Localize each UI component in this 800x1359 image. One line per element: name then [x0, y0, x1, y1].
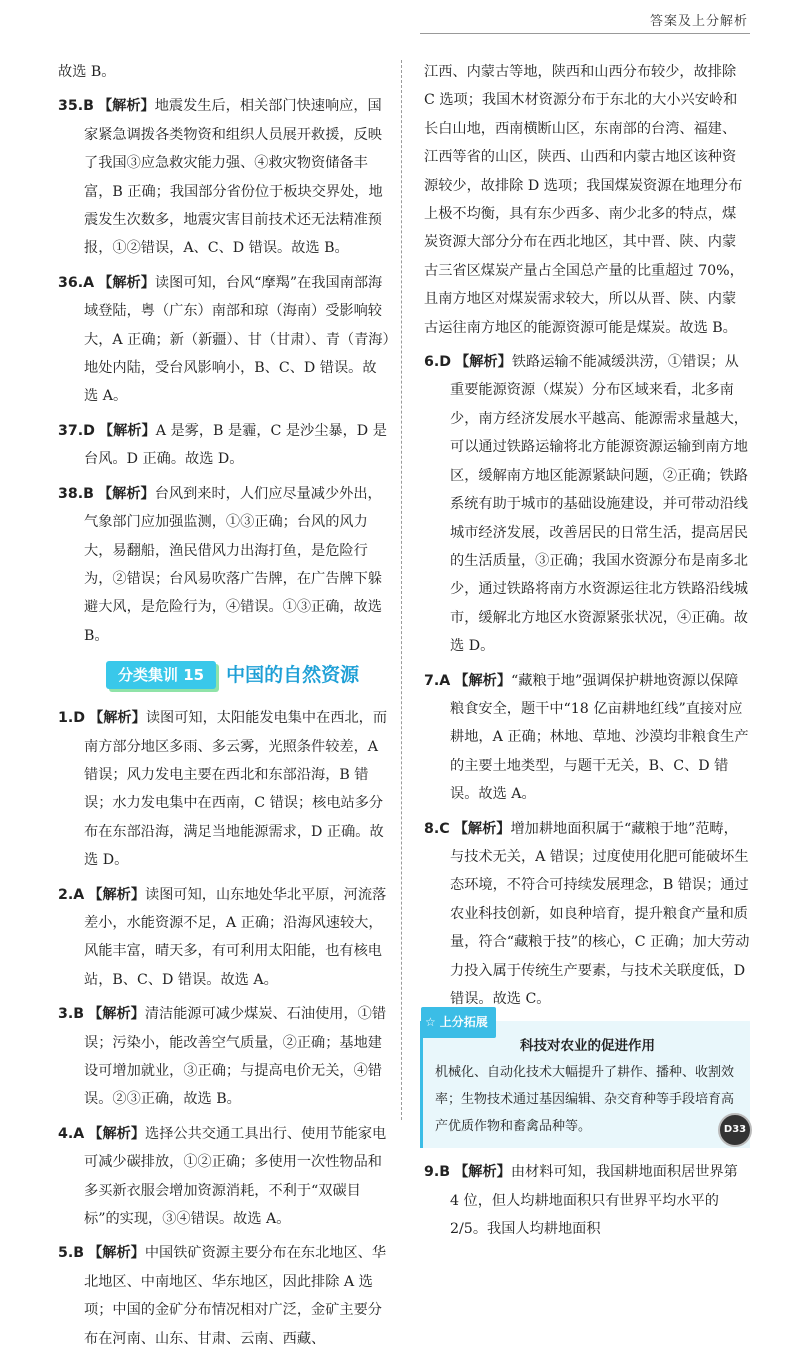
- answer-38: 38.B 【解析】台风到来时，人们应尽量减少外出，气象部门应加强监测，①③正确；台风的风力大，易翻船，渔民借风力出海打鱼，是危险行为，②错误；台风易吹落广告牌，在广告牌下躲避大风，是危险行为，④错误。①③正确，故选 B。: [58, 485, 382, 644]
- answer-3: 3.B 【解析】清洁能源可减少煤炭、石油使用，①错误；污染小，能改善空气质量，②正确；基地建设可增加就业，③正确；与提高电价无关，④错误。②③正确，故选 B。: [58, 1006, 387, 1108]
- extend-box: [420, 1015, 750, 1148]
- section-title: 中国的自然资源: [226, 663, 360, 686]
- answer-8: 8.C 【解析】增加耕地面积属于“藏粮于地”范畴，与技术无关，A 错误；过度使用化肥可能破坏生态环境，不符合可持续发展理念，B 错误；通过农业科技创新，如良种培育，提升粮食产量和质量，符合“藏粮于技”的核心，C 正确；加大劳动力投入属于传统生产要素，与技术关联度低，D 错误。故选 C。: [424, 820, 750, 1007]
- answer-9: 9.B 【解析】由材料可知，我国耕地面积居世界第 4 位，但人均耕地面积只有世界平均水平的 2/5。我国人均耕地面积: [424, 1164, 738, 1238]
- answer-1: 1.D 【解析】读图可知，太阳能发电集中在西北，而南方部分地区多雨、多云雾，光照条件较差，A 错误；风力发电主要在西北和东部沿海，B 错误；水力发电集中在西南，C 错误；核电站多分布在东部沿海，满足当地能源需求，D 正确。故选 D。: [58, 710, 388, 869]
- header-title: 答案及上分解析: [649, 14, 748, 29]
- right-column: [424, 58, 750, 1250]
- extend-heading: 科技对农业的促进作用: [520, 1038, 655, 1055]
- star-icon: ☆: [425, 1015, 436, 1030]
- answer-37: 37.D 【解析】A 是雾，B 是霾，C 是沙尘暴，D 是台风。D 正确。故选 D。: [58, 422, 387, 468]
- answer-36: 36.A 【解析】读图可知，台风“摩羯”在我国南部海域登陆，粤（广东）南部和琼（海南）受影响较大，A 正确；新（新疆）、甘（甘肃）、青（青海）地处内陆，受台风影响小，B、C、D 错误。故选 A。: [58, 274, 390, 405]
- answer-2: 2.A 【解析】读图可知，山东地处华北平原，河流落差小，水能资源不足，A 正确；沿海风速较大，风能丰富，晴天多，有可利用太阳能，也有核电站，B、C、D 错误。故选 A。: [58, 886, 387, 988]
- extend-tab: [421, 1007, 496, 1037]
- lead-text: 故选 B。: [58, 64, 116, 80]
- extend-body: 机械化、自动化技术大幅提升了耕作、播种、收割效率；生物技术通过基因编辑、杂交育种等手段培育高产优质作物和畜禽品种等。: [435, 1065, 735, 1135]
- column-divider: [401, 60, 402, 1120]
- header-rule: [420, 33, 750, 34]
- answer-5: 5.B 【解析】中国铁矿资源主要分布在东北地区、华北地区、中南地区、华东地区，因此排除 A 选项；中国的金矿分布情况相对广泛，金矿主要分布在河南、山东、甘肃、云南、西藏、: [58, 1245, 387, 1347]
- answer-6: 6.D 【解析】铁路运输不能减缓洪涝，①错误；从重要能源资源（煤炭）分布区域来看，北多南少，南方经济发展水平越高、能源需求量越大，可以通过铁路运输将北方能源资源运输到南方地区，缓解南方地区能源紧缺问题，②正确；铁路系统有助于城市的基础设施建设，并可带动沿线城市经济发展，改善居民的日常生活，提高居民的生活质量，③正确；我国水资源分布是南多北少，通过铁路将南方水资源运往北方铁路沿线城市，缓解北方地区水资源紧张状况，④正确。故选 D。: [424, 354, 748, 655]
- answer-35: 35.B 【解析】地震发生后，相关部门快速响应，国家紧急调拨各类物资和组织人员展开救援，反映了我国③应急救灾能力强、④救灾物资储备丰富，B 正确；我国部分省份位于板块交界处，地震发生次数多，地震灾害目前技术还无法精准预报，①②错误，A、C、D 错误。故选 B。: [58, 98, 383, 257]
- left-column: [58, 58, 390, 1359]
- answer-7: 7.A 【解析】“藏粮于地”强调保护耕地资源以保障粮食安全，题干中“18 亿亩耕地红线”直接对应耕地，A 正确；林地、草地、沙漠均非粮食生产的主要土地类型，与题干无关，B、C、D 错误。故选 A。: [424, 672, 749, 803]
- section-banner: [106, 658, 390, 692]
- page-number-badge: D33: [718, 1113, 752, 1147]
- answer-5-continued: 江西、内蒙古等地，陕西和山西分布较少，故排除 C 选项；我国木材资源分布于东北的大小兴安岭和长白山地，西南横断山区，东南部的台湾、福建、江西等省的山区，陕西、山西和内蒙古地区该种资源较少，故排除 D 选项；我国煤炭资源在地理分布上极不均衡，具有东少西多、南少北多的特点，煤炭资源大部分分布在西北地区，其中晋、陕、内蒙古三省区煤炭产量占全国总产量的比重超过 70%，且南方地区对煤炭需求较大，所以从晋、陕、内蒙古运往南方地区的能源资源可能是煤炭。故选 B。: [424, 64, 744, 336]
- extend-tab-label: 上分拓展: [439, 1015, 488, 1030]
- section-badge: 分类集训 15: [106, 661, 216, 689]
- answer-4: 4.A 【解析】选择公共交通工具出行、使用节能家电可减少碳排放，①②正确；多使用一次性物品和多买新衣服会增加资源消耗，不利于“双碳目标”的实现，③④错误。故选 A。: [58, 1125, 387, 1228]
